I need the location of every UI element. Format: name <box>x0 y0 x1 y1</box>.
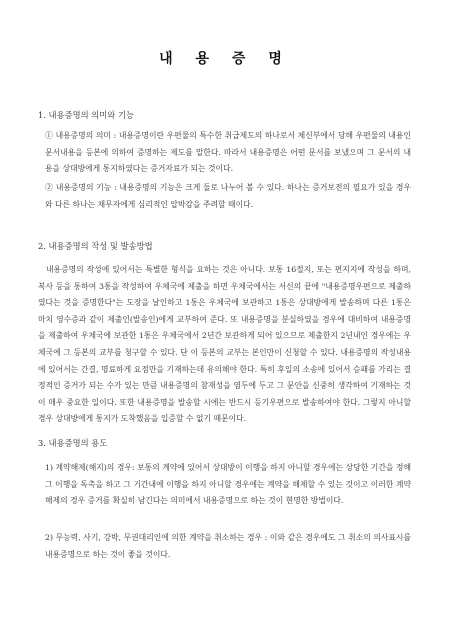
paragraph-writing-method: 내용증명의 작성에 있어서는 특별한 형식을 요하는 것은 아니다. 보통 16절지, 또는 편지지에 작성을 하며, 복사 등을 통하여 3통을 작성하여 우체국에 제출을 하면 우체국에서는 서신의 끝에 "내용증명우편으로 제출하였다는 것을 증명한다"는 도장을 날인하고 1통은 우체국에 보관하고 1통은 상대방에게 발송하며 다른 1통은 마치 영수증과 같이 제출인(발송인)에게 교부하여 준다. 또 내용증명을 분실하였을 경우에 대비하여 내용증명을 제출하여 우체국에 보관한 1통은 우체국에서 2년간 보관하게 되어 있으므로 제출한지 2년내인 경우에는 우체국에 그 등본의 교부를 청구할 수 있다. 단 이 등본의 교부는 본인만이 신청할 수 있다. 내용증명의 작성내용에 있어서는 간결, 명료하게 요점만을 기재하는데 유의해야 한다. 특히 후일의 소송에 있어서 승패를 가리는 결정적인 증거가 되는 수가 있는 만큼 내용증명의 참재성을 염두에 두고 그 문안을 신중히 생각하여 기재하는 것이 매우 중요한 일이다. 또한 내용증명을 발송할 시에는 반드시 등기우편으로 발송하여야 한다. 그렇지 아니할 경우 상대방에게 통지가 도착했음을 입증할 수 없기 때문이다. <box>38 265 411 424</box>
paragraph-meaning: ① 내용증명의 의미 : 내용증명이란 우편물의 특수한 취급제도의 하나로서 체신부에서 당해 우편물의 내용인 문서내용을 등본에 의하여 증명하는 제도를 말한다. 따라서 내용증명은 어떤 문서를 보냈으며 그 문서의 내용을 상대방에게 통지하였다는 증거자료가 되는 것이다. <box>45 131 411 174</box>
section-heading-writing: 2. 내용증명의 작성 및 발송방법 <box>38 241 153 251</box>
document-title: 내 용 증 명 <box>159 51 291 67</box>
paragraph-function: ② 내용증명의 기능 : 내용증명의 기능은 크게 둘로 나누어 볼 수 있다. 하나는 증거보전의 필요가 있을 경우와 다른 하나는 채무자에게 심리적인 압박감을 주려할 때이다. <box>45 183 411 209</box>
paragraph-usage-cancel: 2) 무능력, 사기, 강박, 무권대리인에 의한 계약을 취소하는 경우 : 이와 같은 경우에도 그 취소의 의사표시를 내용증명으로 하는 것이 좋을 것이다. <box>45 533 411 559</box>
section-heading-usage: 3. 내용증명의 용도 <box>38 438 108 448</box>
paragraph-usage-contract: 1) 계약해제(해지)의 경우: 보통의 계약에 있어서 상대방이 이행을 하지 아니할 경우에는 상당한 기간을 정해 그 이행을 독촉을 하고 그 기간내에 이행을 하지 아니할 경우에는 계약을 해제할 수 있는 것이고 이러한 계약해제의 경우 증거를 확실히 남긴다는 의미에서 내용증명으로 하는 것이 현명한 방법이다. <box>45 463 411 506</box>
section-heading-meaning: 1. 내용증명의 의미와 기능 <box>38 110 134 120</box>
